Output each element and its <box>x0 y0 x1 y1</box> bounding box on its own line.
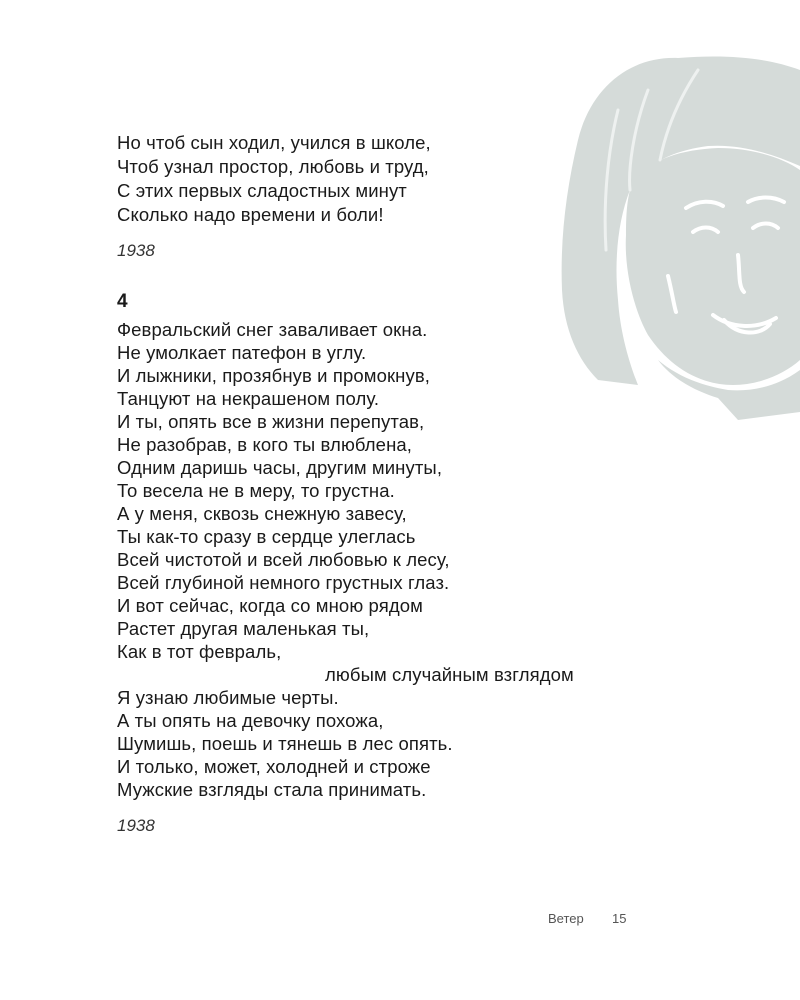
poem2-line-3: И лыжники, прозябнув и промокнув, <box>117 365 430 386</box>
poem2-line-18: А ты опять на девочку похожа, <box>117 710 384 731</box>
poem2-line-7: Одним даришь часы, другим минуты, <box>117 457 443 478</box>
poem2-number: 4 <box>117 291 128 312</box>
poem2-year: 1938 <box>117 816 155 835</box>
poem2-line-1: Февральский снег заваливает окна. <box>117 319 428 340</box>
poem1-year: 1938 <box>117 241 155 260</box>
poem2-line-17: Я узнаю любимые черты. <box>117 687 339 708</box>
poem2-line-20: И только, может, холодней и строже <box>117 756 431 777</box>
poem2-line-15: Как в тот февраль, <box>117 641 282 662</box>
poem2-line-19: Шумишь, поешь и тянешь в лес опять. <box>117 733 453 754</box>
poem2-line-11: Всей чистотой и всей любовью к лесу, <box>117 549 450 570</box>
page-number: 15 <box>612 911 627 926</box>
poem2-line-5: И ты, опять все в жизни перепутав, <box>117 411 425 432</box>
poem2-line-16: любым случайным взглядом <box>325 664 574 685</box>
poem2-line-13: И вот сейчас, когда со мною рядом <box>117 595 423 616</box>
portrait-illustration <box>548 40 800 430</box>
poem2-line-8: То весела не в меру, то грустна. <box>117 480 395 501</box>
poem2-line-4: Танцуют на некрашеном полу. <box>117 388 380 409</box>
poem2-line-12: Всей глубиной немного грустных глаз. <box>117 572 450 593</box>
poem1-line-1: Но чтоб сын ходил, учился в школе, <box>117 132 431 153</box>
poem1-line-2: Чтоб узнал простор, любовь и труд, <box>117 156 429 177</box>
poem2-line-2: Не умолкает патефон в углу. <box>117 342 367 363</box>
poem1-line-4: Сколько надо времени и боли! <box>117 204 384 225</box>
poem2-line-14: Растет другая маленькая ты, <box>117 618 370 639</box>
poem2-line-21: Мужские взгляды стала принимать. <box>117 779 427 800</box>
poem2-line-9: А у меня, сквозь снежную завесу, <box>117 503 407 524</box>
running-footer-title: Ветер <box>548 911 584 926</box>
poem2-line-6: Не разобрав, в кого ты влюблена, <box>117 434 413 455</box>
poem1-line-3: С этих первых сладостных минут <box>117 180 407 201</box>
poem2-line-10: Ты как-то сразу в сердце улеглась <box>117 526 416 547</box>
